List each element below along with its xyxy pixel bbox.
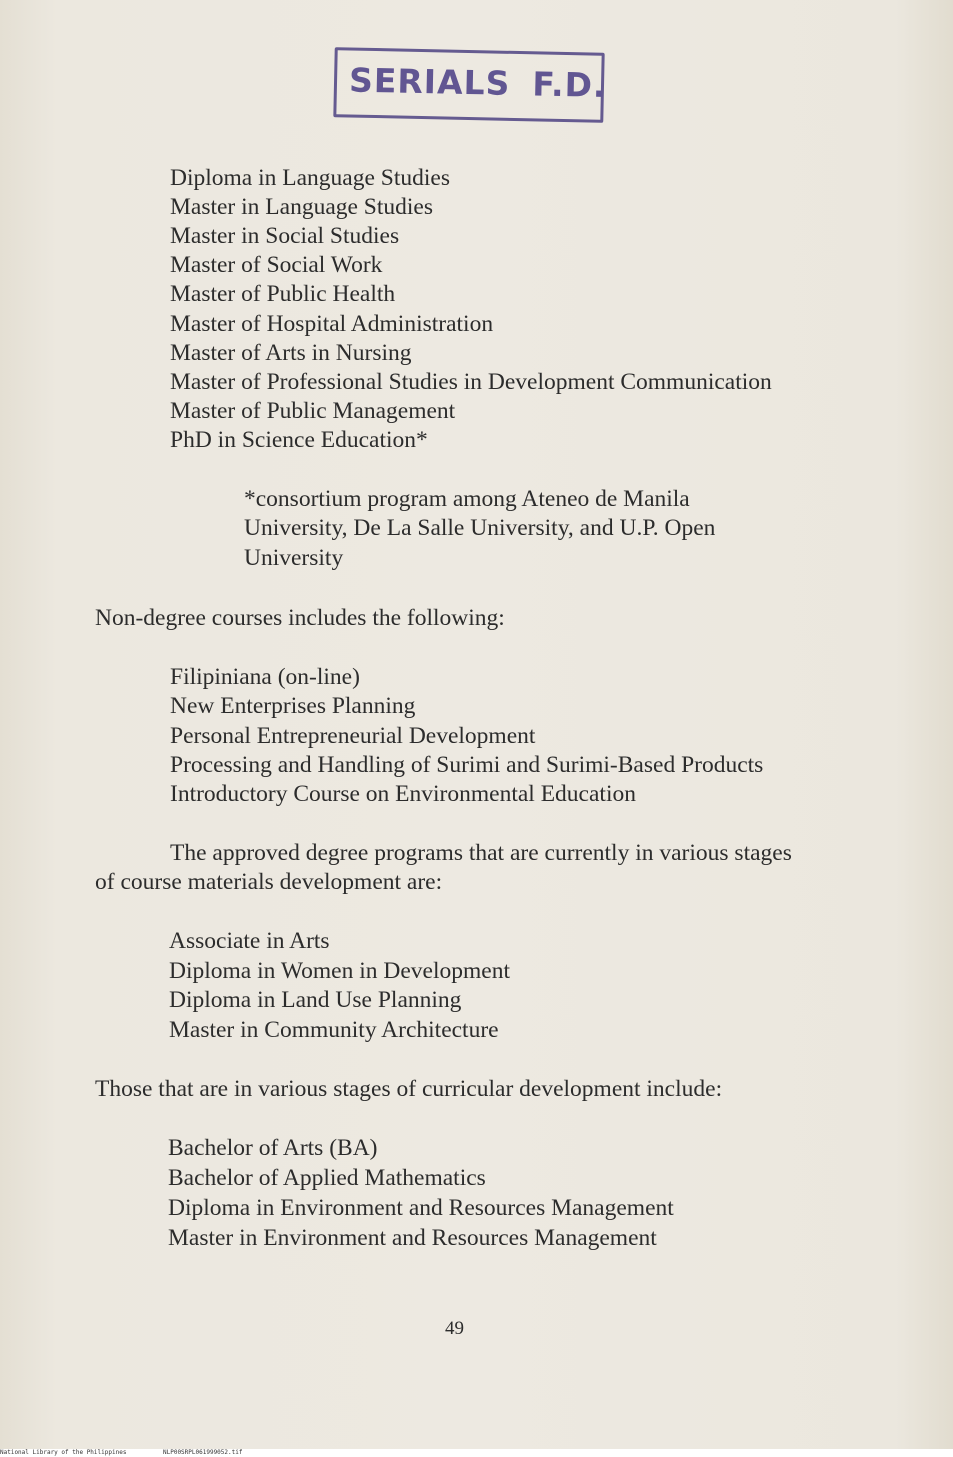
scan-footer [0,1449,953,1457]
stamp-suffix: F.D. [531,64,607,105]
list-item: Master of Social Work [170,252,383,278]
list-item: Master of Public Health [170,281,396,307]
paragraph-curricular: Those that are in various stages of curricular development include: [95,1076,723,1102]
list-item: Master in Community Architecture [169,1017,499,1043]
list-item: Master of Arts in Nursing [170,340,412,366]
list-item: Processing and Handling of Surimi and Surimi-Based Products [170,752,764,778]
serials-stamp [333,47,607,123]
footer-file: NLP00SRPL061999052.tif [163,1449,243,1456]
list-item: Personal Entrepreneurial Development [170,723,536,749]
footnote-line: University [244,545,344,571]
footnote-line: *consortium program among Ateneo de Manila [244,486,690,512]
list-item: Bachelor of Arts (BA) [168,1135,378,1161]
list-item: Associate in Arts [169,928,330,954]
list-item: Master of Hospital Administration [170,311,494,337]
list-item: Introductory Course on Environmental Education [170,781,636,807]
list-item: Diploma in Women in Development [169,958,510,984]
page-number: 49 [445,1318,464,1339]
list-item: Master of Professional Studies in Development Communication [170,369,772,395]
list-item: New Enterprises Planning [170,693,416,719]
stamp-word: SERIALS [348,60,511,103]
paragraph-nondegree: Non-degree courses includes the following: [95,605,505,631]
list-item: Master in Language Studies [170,194,434,220]
paragraph-approved: of course materials development are: [95,869,443,895]
list-item: Diploma in Environment and Resources Management [168,1195,674,1221]
footnote-line: University, De La Salle University, and U.P. Open [244,515,716,541]
list-item: Master in Social Studies [170,223,400,249]
list-item: Bachelor of Applied Mathematics [168,1165,486,1191]
list-item: Master in Environment and Resources Management [168,1225,657,1251]
list-item: Diploma in Language Studies [170,165,450,191]
footer-library: National Library of the Philippines [0,1449,127,1456]
list-item: Diploma in Land Use Planning [169,987,462,1013]
paragraph-approved: The approved degree programs that are currently in various stages [170,840,792,866]
list-item: Master of Public Management [170,398,456,424]
list-item: PhD in Science Education* [170,427,428,453]
list-item: Filipiniana (on-line) [170,664,360,690]
